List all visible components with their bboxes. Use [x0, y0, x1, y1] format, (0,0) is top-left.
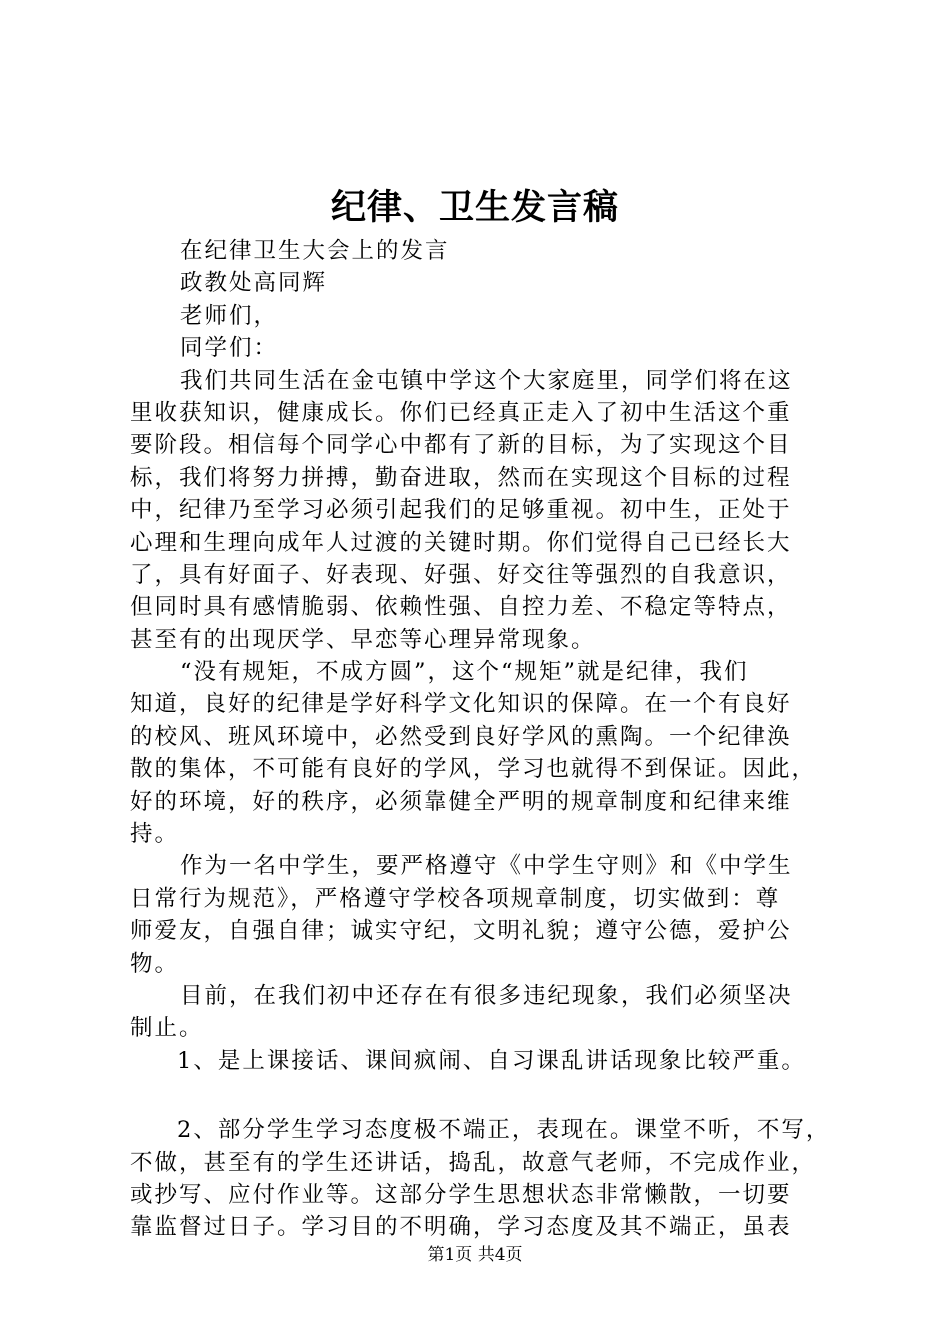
paragraph-line: 的校风、班风环境中，必然受到良好学风的熏陶。一个纪律涣	[130, 723, 792, 750]
paragraph-line: 制止。	[130, 1015, 204, 1042]
paragraph-line: 物。	[130, 950, 180, 977]
paragraph-line: 目前，在我们初中还存在有很多违纪现象，我们必须坚决	[180, 982, 793, 1009]
paragraph-line: 不做，甚至有的学生还讲话，捣乱，故意气老师，不完成作业，	[130, 1149, 817, 1176]
page-footer: 第1页 共4页	[427, 1245, 523, 1265]
paragraph-line: 知道，良好的纪律是学好科学文化知识的保障。在一个有良好	[130, 691, 792, 718]
paragraph-line: 持。	[130, 821, 180, 848]
blank-line	[130, 1077, 830, 1114]
paragraph-2	[130, 656, 830, 850]
speech-author: 政教处高同辉	[180, 270, 328, 297]
paragraph-line: 好的环境，好的秩序，必须靠健全严明的规章制度和纪律来维	[130, 788, 792, 815]
document-title: 纪律、卫生发言稿	[330, 187, 619, 228]
paragraph-line: 2、部分学生学习态度极不端正，表现在。课堂不听，不写，	[177, 1117, 831, 1144]
paragraph-line: 我们共同生活在金屯镇中学这个大家庭里，同学们将在这	[180, 367, 793, 394]
paragraph-line: 中，纪律乃至学习必须引起我们的足够重视。初中生，正处于	[130, 497, 792, 524]
list-item-1: 1、是上课接话、课间疯闹、自习课乱讲话现象比较严重。	[177, 1047, 806, 1074]
paragraph-line: 里收获知识，健康成长。你们已经真正走入了初中生活这个重	[130, 399, 792, 426]
paragraph-5	[130, 1114, 830, 1244]
paragraph-line: 甚至有的出现厌学、早恋等心理异常现象。	[130, 626, 596, 653]
paragraph-line: 但同时具有感情脆弱、依赖性强、自控力差、不稳定等特点，	[130, 594, 792, 621]
salutation-students: 同学们：	[180, 335, 279, 362]
paragraph-line: 要阶段。相信每个同学心中都有了新的目标，为了实现这个目	[130, 432, 792, 459]
paragraph-line: 日常行为规范》，严格遵守学校各项规章制度，切实做到：尊	[130, 885, 781, 912]
paragraph-4	[130, 980, 830, 1045]
paragraph-line: 散的集体，不可能有良好的学风，学习也就得不到保证。因此，	[130, 756, 817, 783]
paragraph-line: 心理和生理向成年人过渡的关键时期。你们觉得自己已经长大	[130, 529, 792, 556]
paragraph-3	[130, 850, 830, 980]
paragraph-line: 了，具有好面子、好表现、好强、好交往等强烈的自我意识，	[130, 561, 792, 588]
salutation-teachers: 老师们，	[180, 302, 279, 329]
paragraph-1	[130, 365, 830, 657]
paragraph-line: “没有规矩，不成方圆”，这个“规矩”就是纪律，我们	[180, 659, 749, 686]
paragraph-line: 标，我们将努力拼搏，勤奋进取，然而在实现这个目标的过程	[130, 464, 792, 491]
paragraph-line: 或抄写、应付作业等。这部分学生思想状态非常懒散，一切要	[130, 1181, 792, 1208]
document-body	[130, 235, 830, 1244]
paragraph-line: 师爱友，自强自律；诚实守纪，文明礼貌；遵守公德，爱护公	[130, 918, 792, 945]
speech-heading: 在纪律卫生大会上的发言	[180, 238, 450, 264]
paragraph-line: 靠监督过日子。学习目的不明确，学习态度及其不端正，虽表	[130, 1214, 792, 1241]
paragraph-line: 作为一名中学生，要严格遵守《中学生守则》和《中学生	[180, 853, 793, 880]
